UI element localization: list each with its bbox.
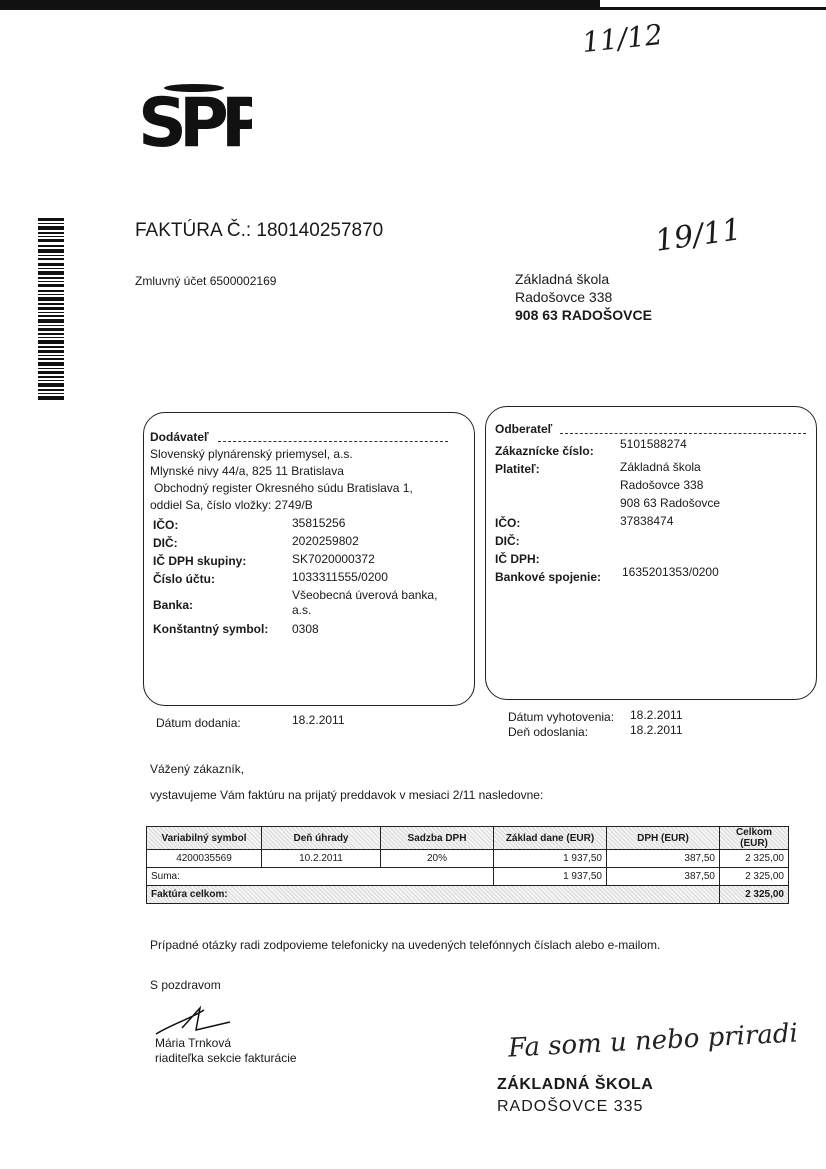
supplier-labels — [153, 516, 268, 638]
supplier-ico-label: IČO: — [153, 518, 179, 532]
delivery-date: 18.2.2011 — [292, 713, 345, 727]
intro-text: vystavujeme Vám faktúru na prijatý preddavok v mesiaci 2/11 nasledovne: — [150, 788, 544, 802]
stamp-line-2: RADOŠOVCE 335 — [497, 1098, 644, 1115]
questions-text: Prípadné otázky radi zodpovieme telefonicky na uvedených telefónnych číslach alebo e-mailom. — [150, 938, 661, 952]
invoice-table — [146, 826, 789, 904]
spp-logo — [136, 80, 252, 152]
stamp-line-1: ZÁKLADNÁ ŠKOLA — [497, 1076, 654, 1093]
supplier-address: Mlynské nivy 44/a, 825 11 Bratislava — [150, 464, 344, 478]
customer-custno-label: Zákaznícke číslo: — [495, 444, 594, 458]
th-vat-rate: Sadzba DPH — [381, 827, 494, 850]
supplier-ico: 35815256 — [292, 516, 346, 530]
cell-total: 2 325,00 — [720, 850, 789, 868]
sum-label: Suma: — [147, 868, 494, 886]
logo-text: SPP — [138, 84, 252, 152]
table-header-row — [147, 827, 789, 850]
supplier-register-1: Obchodný register Okresného súdu Bratislava 1, — [154, 481, 413, 495]
handwritten-footer-note: Fa som u nebo priradi — [507, 1018, 799, 1064]
supplier-name: Slovenský plynárenský priemysel, a.s. — [150, 447, 353, 461]
sent-date-label: Deň odoslania: — [508, 725, 589, 739]
supplier-const: 0308 — [292, 622, 319, 636]
sum-vat: 387,50 — [607, 868, 720, 886]
signatory-name: Mária Trnková — [155, 1036, 232, 1050]
customer-payer-1: Základná škola — [620, 460, 701, 474]
table-row — [147, 850, 789, 868]
th-tax-base: Základ dane (EUR) — [494, 827, 607, 850]
cell-payment-day: 10.2.2011 — [262, 850, 381, 868]
supplier-bank-1: Všeobecná úverová banka, — [292, 588, 438, 602]
customer-bank: 1635201353/0200 — [622, 565, 719, 579]
sent-date: 18.2.2011 — [630, 723, 683, 737]
sum-total: 2 325,00 — [720, 868, 789, 886]
supplier-dic: 2020259802 — [292, 534, 359, 548]
customer-ico: 37838474 — [620, 514, 674, 528]
th-vat: DPH (EUR) — [607, 827, 720, 850]
signatory — [155, 1036, 297, 1066]
supplier-heading: Dodávateľ — [150, 430, 209, 444]
issue-date: 18.2.2011 — [630, 708, 683, 722]
table-total-row — [147, 886, 789, 904]
recipient-address — [515, 270, 652, 324]
handwritten-note-date: 19/11 — [652, 212, 744, 259]
scan-top-edge-gap — [600, 0, 826, 7]
customer-payer-3: 908 63 Radošovce — [620, 496, 721, 510]
supplier-icdph: SK7020000372 — [292, 552, 375, 566]
barcode — [38, 218, 64, 400]
school-stamp — [497, 1074, 653, 1118]
th-variable-symbol: Variabilný symbol — [147, 827, 262, 850]
customer-labels — [495, 442, 601, 586]
recipient-city: 908 63 RADOŠOVCE — [515, 307, 652, 323]
supplier-details — [150, 446, 413, 514]
supplier-register-2: oddiel Sa, číslo vložky: 2749/B — [150, 498, 313, 512]
cell-vat-rate: 20% — [381, 850, 494, 868]
supplier-bank-2: a.s. — [292, 603, 312, 617]
handwritten-note-top: 11/12 — [580, 17, 665, 60]
supplier-icdph-label: IČ DPH skupiny: — [153, 554, 247, 568]
customer-payer-label: Platiteľ: — [495, 462, 540, 476]
total-value: 2 325,00 — [720, 886, 789, 904]
invoice-title: FAKTÚRA Č.: 180140257870 — [135, 220, 384, 241]
regards: S pozdravom — [150, 978, 221, 992]
customer-dic-label: DIČ: — [495, 534, 520, 548]
supplier-bank-label: Banka: — [153, 598, 194, 612]
signatory-role: riaditeľka sekcie fakturácie — [155, 1051, 297, 1065]
signature-image — [152, 1004, 242, 1040]
contract-account: Zmluvný účet 6500002169 — [135, 274, 277, 288]
cell-tax-base: 1 937,50 — [494, 850, 607, 868]
th-payment-day: Deň úhrady — [262, 827, 381, 850]
recipient-name: Základná škola — [515, 271, 610, 287]
supplier-account-label: Číslo účtu: — [153, 572, 215, 586]
th-total: Celkom (EUR) — [720, 827, 789, 850]
customer-ico-label: IČO: — [495, 516, 521, 530]
supplier-account: 1033311555/0200 — [292, 570, 388, 584]
customer-icdph-label: IČ DPH: — [495, 552, 540, 566]
issue-date-label: Dátum vyhotovenia: — [508, 710, 615, 724]
total-label: Faktúra celkom: — [147, 886, 720, 904]
supplier-values — [292, 514, 437, 638]
customer-heading-line — [560, 433, 806, 434]
customer-heading: Odberateľ — [495, 422, 553, 436]
customer-custno: 5101588274 — [620, 437, 687, 451]
table-sum-row — [147, 868, 789, 886]
customer-payer-2: Radošovce 338 — [620, 478, 704, 492]
supplier-heading-line — [218, 441, 448, 442]
cell-vat: 387,50 — [607, 850, 720, 868]
customer-bank-label: Bankové spojenie: — [495, 570, 602, 584]
greeting: Vážený zákazník, — [150, 762, 245, 776]
supplier-const-label: Konštantný symbol: — [153, 622, 269, 636]
sum-tax-base: 1 937,50 — [494, 868, 607, 886]
cell-variable-symbol: 4200035569 — [147, 850, 262, 868]
customer-payer — [620, 458, 720, 530]
delivery-date-label: Dátum dodania: — [156, 716, 241, 730]
recipient-street: Radošovce 338 — [515, 289, 613, 305]
supplier-dic-label: DIČ: — [153, 536, 178, 550]
